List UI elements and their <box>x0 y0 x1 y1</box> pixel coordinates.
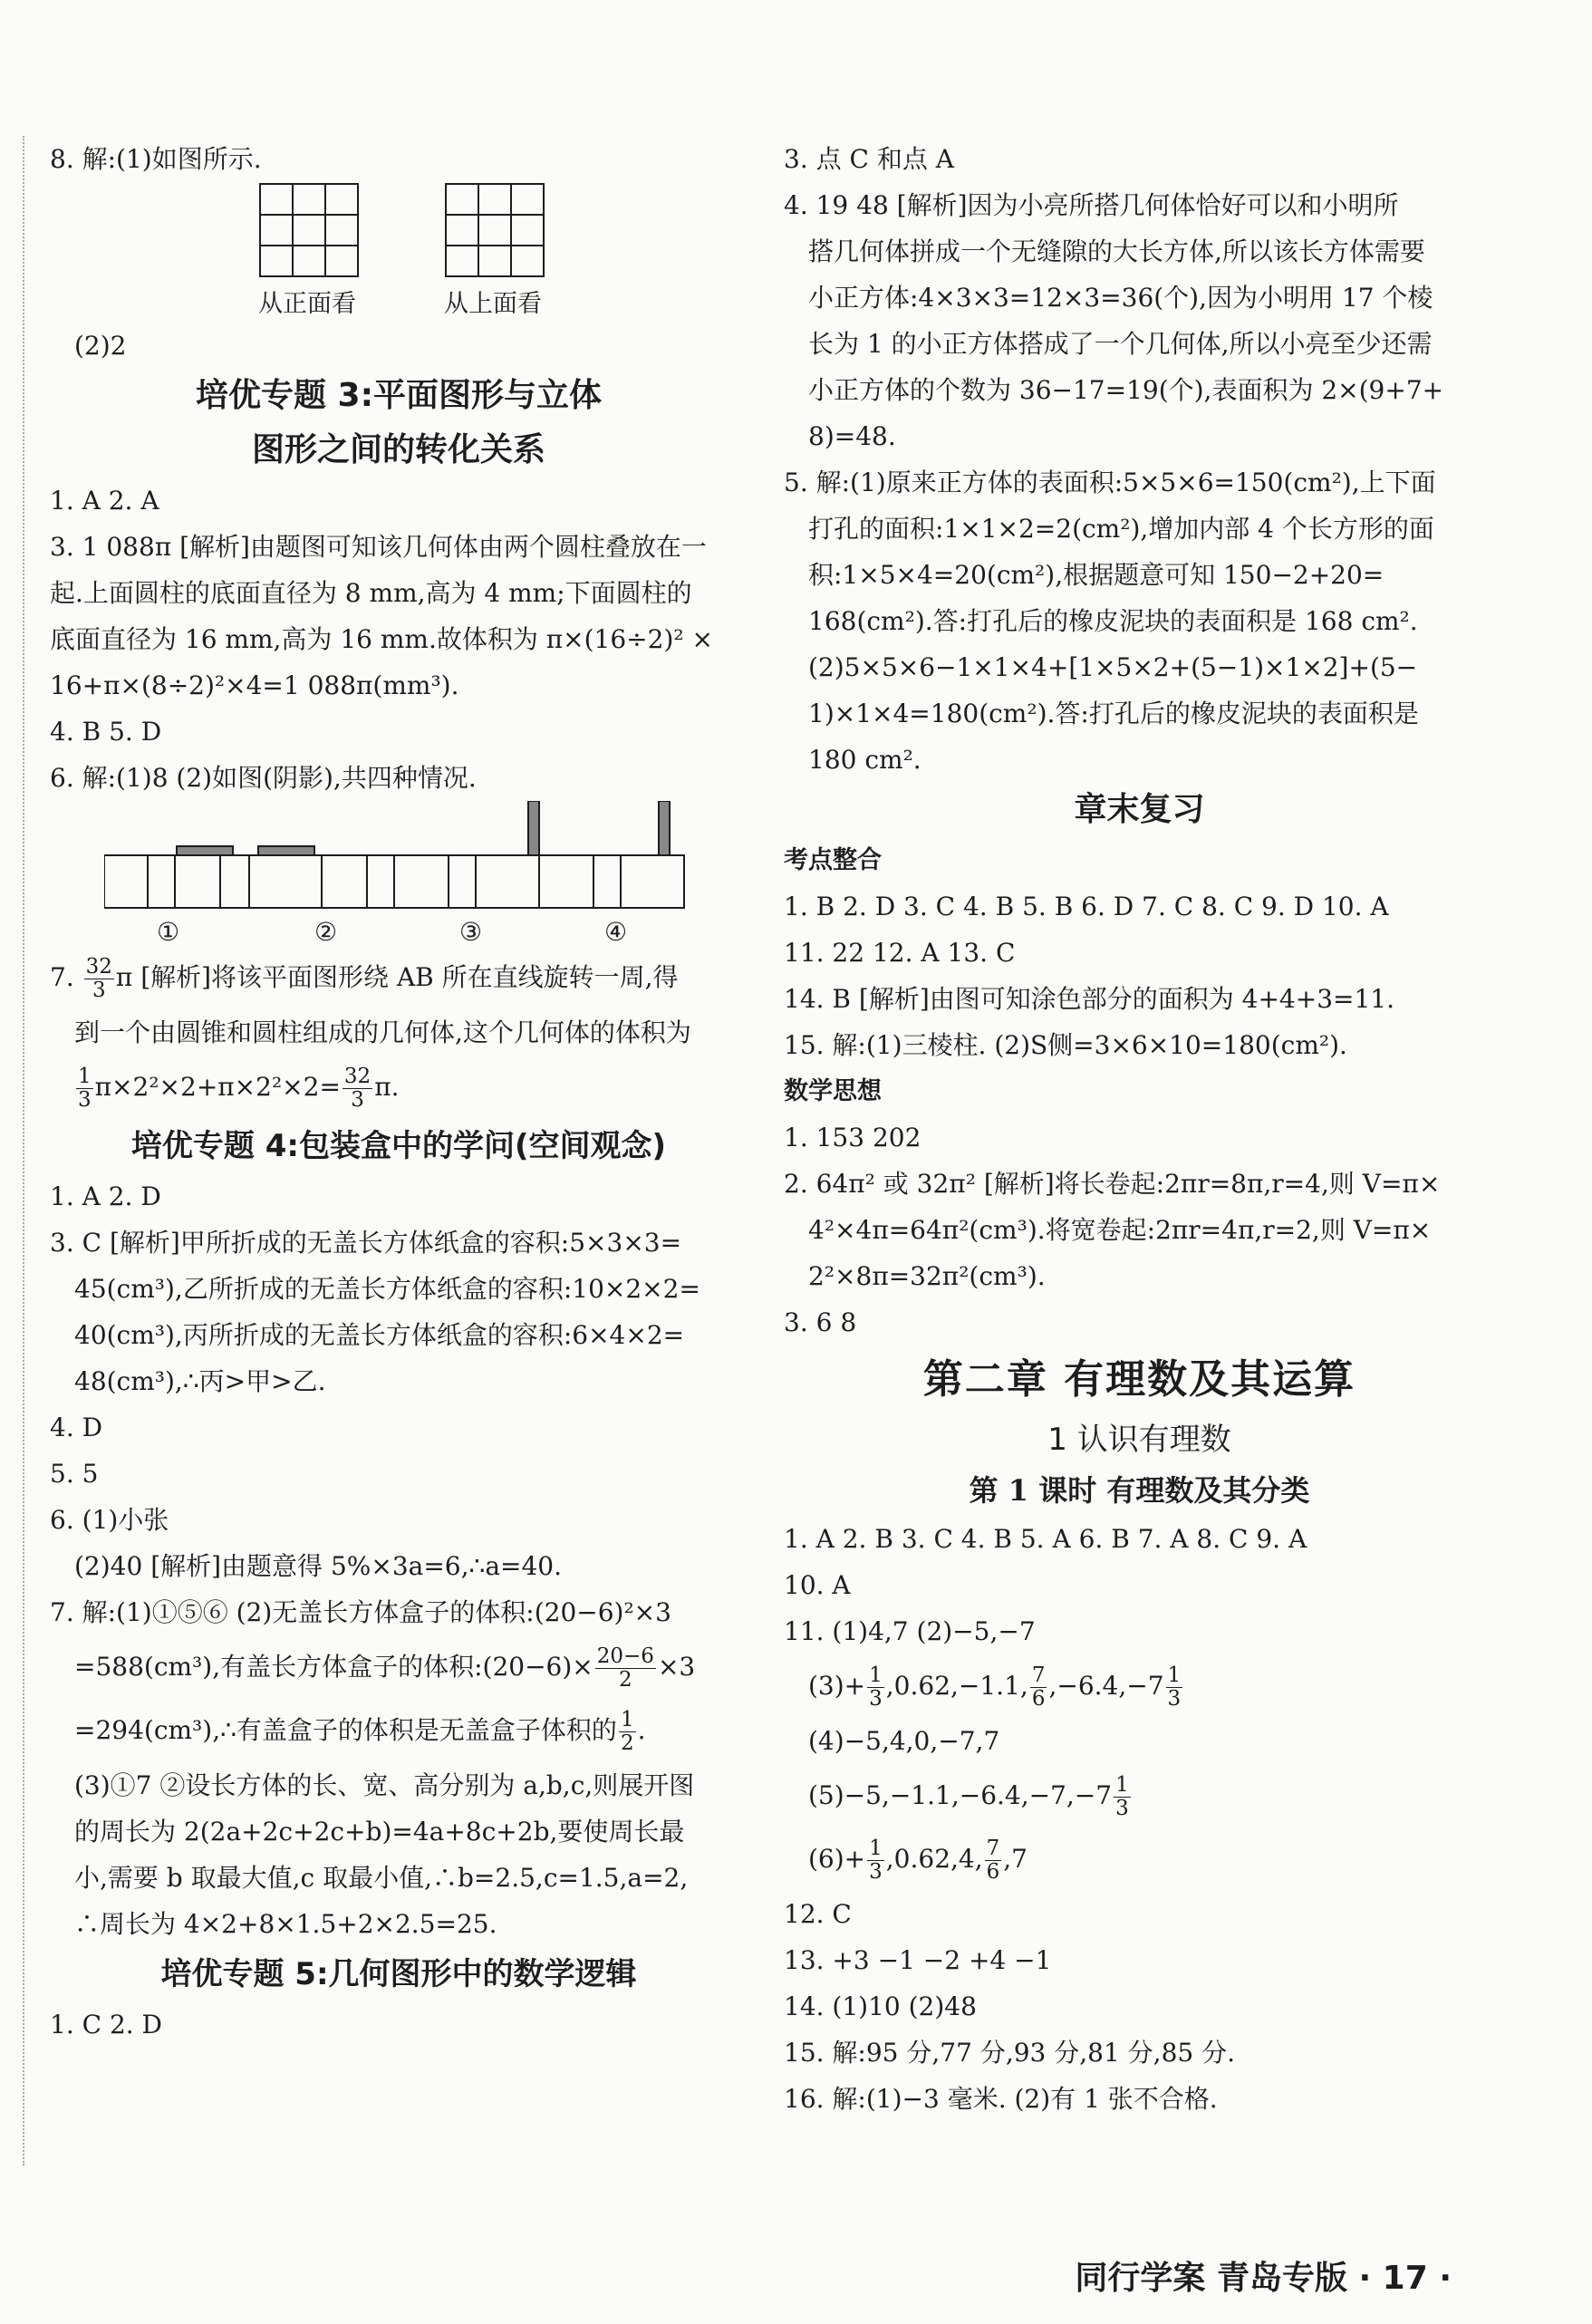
fraction: $\frac{7}{6}$ <box>986 1837 1000 1884</box>
s4-q4: 4. D <box>50 1413 103 1442</box>
s3-q7-line1: 7. $\frac{32}{3}$ π [解析]将该平面图形绕 AB 所在直线旋转一周,得 <box>50 955 679 1002</box>
s4-q3-line1: 3. C [解析]甲所折成的无盖长方体纸盒的容积:5×3×3= <box>50 1228 682 1258</box>
column-divider <box>23 136 24 2165</box>
fraction: $\frac{1}{2}$ <box>620 1708 634 1755</box>
s3-q6: 6. 解:(1)8 (2)如图(阴影),共四种情况. <box>50 763 477 793</box>
r-q5-line2: 打孔的面积:1×1×2=2(cm²),增加内部 4 个长方形的面 <box>808 514 1434 544</box>
s4-q7-line4: (3)①7 ②设长方体的长、宽、高分别为 a,b,c,则展开图 <box>74 1770 695 1800</box>
s4-q7-line3: =294(cm³),∴有盖盒子的体积是无盖盒子体积的 $\frac{1}{2}$ . <box>74 1708 646 1755</box>
s4-q6-line1: 6. (1)小张 <box>50 1505 169 1535</box>
sx-q1: 1. 153 202 <box>784 1123 921 1152</box>
s4-q3-line2: 45(cm³),乙所折成的无盖长方体纸盒的容积:10×2×2= <box>74 1274 700 1304</box>
r-q4-line5: 小正方体的个数为 36−17=19(个),表面积为 2×(9+7+ <box>808 375 1444 405</box>
s3-q3-line3: 底面直径为 16 mm,高为 16 mm.故体积为 π×(16÷2)² × <box>50 624 713 654</box>
s4-q7-line6: 小,需要 b 取最大值,c 取最小值,∴b=2.5,c=1.5,a=2, <box>74 1863 689 1893</box>
kd-answers-1-10: 1. B 2. D 3. C 4. B 5. B 6. D 7. C 8. C 9. D 10. A <box>784 892 1389 921</box>
lesson-subtitle: 第 1 课时 有理数及其分类 <box>969 1473 1310 1508</box>
section-3-title-line2: 图形之间的转化关系 <box>251 431 545 468</box>
fraction: $\frac{1}{3}$ <box>869 1837 883 1884</box>
s4-q3-line3: 40(cm³),丙所折成的无盖长方体纸盒的容积:6×4×2= <box>74 1320 685 1350</box>
fraction: $\frac{1}{3}$ <box>1167 1663 1182 1711</box>
fraction: $\frac{32}{3}$ <box>85 955 112 1002</box>
c-q11-line5: (6)+ $\frac{1}{3}$ ,0.62,4, $\frac{7}{6}$ ,7 <box>808 1837 1028 1884</box>
s4-q7-line1: 7. 解:(1)①⑤⑥ (2)无盖长方体盒子的体积:(20−6)²×3 <box>50 1597 671 1627</box>
r-q4-line2: 搭几何体拼成一个无缝隙的大长方体,所以该长方体需要 <box>808 236 1425 266</box>
s3-q7-line2: 到一个由圆锥和圆柱组成的几何体,这个几何体的体积为 <box>74 1017 691 1047</box>
kd-q14: 14. B [解析]由图可知涂色部分的面积为 4+4+3=11. <box>784 984 1395 1014</box>
s4-q3-line4: 48(cm³),∴丙>甲>乙. <box>74 1366 326 1396</box>
r-q5-line5: (2)5×5×6−1×1×4+[1×5×2+(5−1)×1×2]+(5− <box>808 652 1418 682</box>
net-label-3: ③ <box>459 917 483 947</box>
lesson-title: 1 认识有理数 <box>1047 1422 1231 1458</box>
front-view-grid <box>258 182 367 282</box>
q8-part2: (2)2 <box>74 331 127 361</box>
topic-integration-heading: 考点整合 <box>784 846 882 874</box>
left-column <box>50 136 748 2048</box>
net-label-2: ② <box>314 917 338 947</box>
kd-q15: 15. 解:(1)三棱柱. (2)S侧=3×6×10=180(cm²). <box>784 1030 1347 1060</box>
c-q16: 16. 解:(1)−3 毫米. (2)有 1 张不合格. <box>784 2084 1218 2114</box>
c-q11-line4: (5)−5,−1.1,−6.4,−7,−7 $\frac{1}{3}$ <box>808 1773 1129 1820</box>
r-q5-line7: 180 cm². <box>808 745 921 775</box>
section-3-title-line1: 培优专题 3:平面图形与立体 <box>196 377 602 414</box>
chapter-title: 第二章 有理数及其运算 <box>922 1356 1356 1403</box>
s3-q3-line4: 16+π×(8÷2)²×4=1 088π(mm³). <box>50 670 459 700</box>
sx-q3: 3. 6 8 <box>784 1307 857 1337</box>
math-thinking-heading: 数学思想 <box>784 1077 882 1105</box>
r-q5-line4: 168(cm²).答:打孔后的橡皮泥块的表面积是 168 cm². <box>808 606 1418 636</box>
sx-q2-line1: 2. 64π² 或 32π² [解析]将长卷起:2πr=8π,r=4,则 V=π× <box>784 1169 1441 1199</box>
q8-head: 8. 解:(1)如图所示. <box>50 144 262 174</box>
c-q15: 15. 解:95 分,77 分,93 分,81 分,85 分. <box>784 2038 1236 2068</box>
s3-q3-line1: 3. 1 088π [解析]由题图可知该几何体由两个圆柱叠放在一 <box>50 532 707 562</box>
r-q5-line3: 积:1×5×4=20(cm²),根据题意可知 150−2+20= <box>808 560 1385 590</box>
s3-answers-1-2: 1. A 2. A <box>50 486 159 516</box>
r-q4-line1: 4. 19 48 [解析]因为小亮所搭几何体恰好可以和小明所 <box>784 190 1399 220</box>
net-label-1: ① <box>157 917 180 947</box>
s4-answers-1-2: 1. A 2. D <box>50 1181 161 1211</box>
q8-figure <box>50 182 748 323</box>
c-q11-line3: (4)−5,4,0,−7,7 <box>808 1726 1000 1756</box>
fraction: $\frac{20-6}{2}$ <box>596 1644 654 1692</box>
c-q11-line1: 11. (1)4,7 (2)−5,−7 <box>784 1616 1036 1646</box>
fraction: $\frac{1}{3}$ <box>869 1663 883 1711</box>
s4-q7-line2: =588(cm³),有盖长方体盒子的体积:(20−6)× $\frac{20-6}{2}$ ×3 <box>74 1644 696 1692</box>
r-q5-line1: 5. 解:(1)原来正方体的表面积:5×5×6=150(cm²),上下面 <box>784 468 1436 497</box>
s4-q6-line2: (2)40 [解析]由题意得 5%×3a=6,∴a=40. <box>74 1551 563 1581</box>
fraction: $\frac{1}{3}$ <box>1115 1773 1129 1820</box>
r-q4-line4: 长为 1 的小正方体搭成了一个几何体,所以小亮至少还需 <box>808 329 1433 359</box>
sx-q2-line3: 2²×8π=32π²(cm³). <box>808 1261 1046 1291</box>
s5-answers-1-2: 1. C 2. D <box>50 2010 163 2040</box>
s4-q7-line5: 的周长为 2(2a+2c+2c+b)=4a+8c+2b,要使周长最 <box>74 1817 685 1847</box>
section-5-title: 培优专题 5:几何图形中的数学逻辑 <box>160 1956 637 1992</box>
s3-answers-4-5: 4. B 5. D <box>50 717 162 747</box>
c-q12: 12. C <box>784 1899 852 1929</box>
r-q5-line6: 1)×1×4=180(cm²).答:打孔后的橡皮泥块的表面积是 <box>808 699 1419 728</box>
c-answers-1-9: 1. A 2. B 3. C 4. B 5. A 6. B 7. A 8. C 9. A <box>784 1524 1307 1554</box>
c-q11-line2: (3)+ $\frac{1}{3}$ ,0.62,−1.1, $\frac{7}{6}$ ,−6.4,−7 $\frac{1}{3}$ <box>808 1663 1182 1711</box>
fraction: $\frac{1}{3}$ <box>78 1065 92 1112</box>
s3-q3-line2: 起.上面圆柱的底面直径为 8 mm,高为 4 mm;下面圆柱的 <box>50 578 692 608</box>
front-view-label: 从正面看 <box>258 290 356 318</box>
review-title: 章末复习 <box>1074 791 1205 828</box>
r-q4-line6: 8)=48. <box>808 421 896 451</box>
r-q4-line3: 小正方体:4×3×3=12×3=36(个),因为小明用 17 个棱 <box>808 283 1433 313</box>
c-q10: 10. A <box>784 1570 851 1600</box>
s3-q7-line3: $\frac{1}{3}$ π×2²×2+π×2²×2= $\frac{32}{3}$ π. <box>78 1065 400 1112</box>
c-q13: 13. +3 −1 −2 +4 −1 <box>784 1945 1052 1975</box>
s4-q5: 5. 5 <box>50 1459 99 1489</box>
page-footer: 同行学案 青岛专版 · 17 · <box>1075 2260 1452 2297</box>
net-figures <box>50 801 748 946</box>
fraction: $\frac{32}{3}$ <box>343 1065 371 1112</box>
fraction: $\frac{7}{6}$ <box>1031 1663 1046 1711</box>
top-view-grid <box>444 182 553 282</box>
top-view-label: 从上面看 <box>444 290 542 318</box>
kd-answers-11-13: 11. 22 12. A 13. C <box>784 938 1016 968</box>
c-q14: 14. (1)10 (2)48 <box>784 1991 977 2021</box>
net-diagram <box>104 801 766 910</box>
right-column <box>784 136 1495 2122</box>
section-4-title: 培优专题 4:包装盒中的学问(空间观念) <box>130 1128 667 1164</box>
s4-q7-line7: ∴周长为 4×2+8×1.5+2×2.5=25. <box>74 1909 497 1939</box>
net-label-4: ④ <box>604 917 628 947</box>
sx-q2-line2: 4²×4π=64π²(cm³).将宽卷起:2πr=4π,r=2,则 V=π× <box>808 1215 1432 1245</box>
r-q3: 3. 点 C 和点 A <box>784 144 954 174</box>
